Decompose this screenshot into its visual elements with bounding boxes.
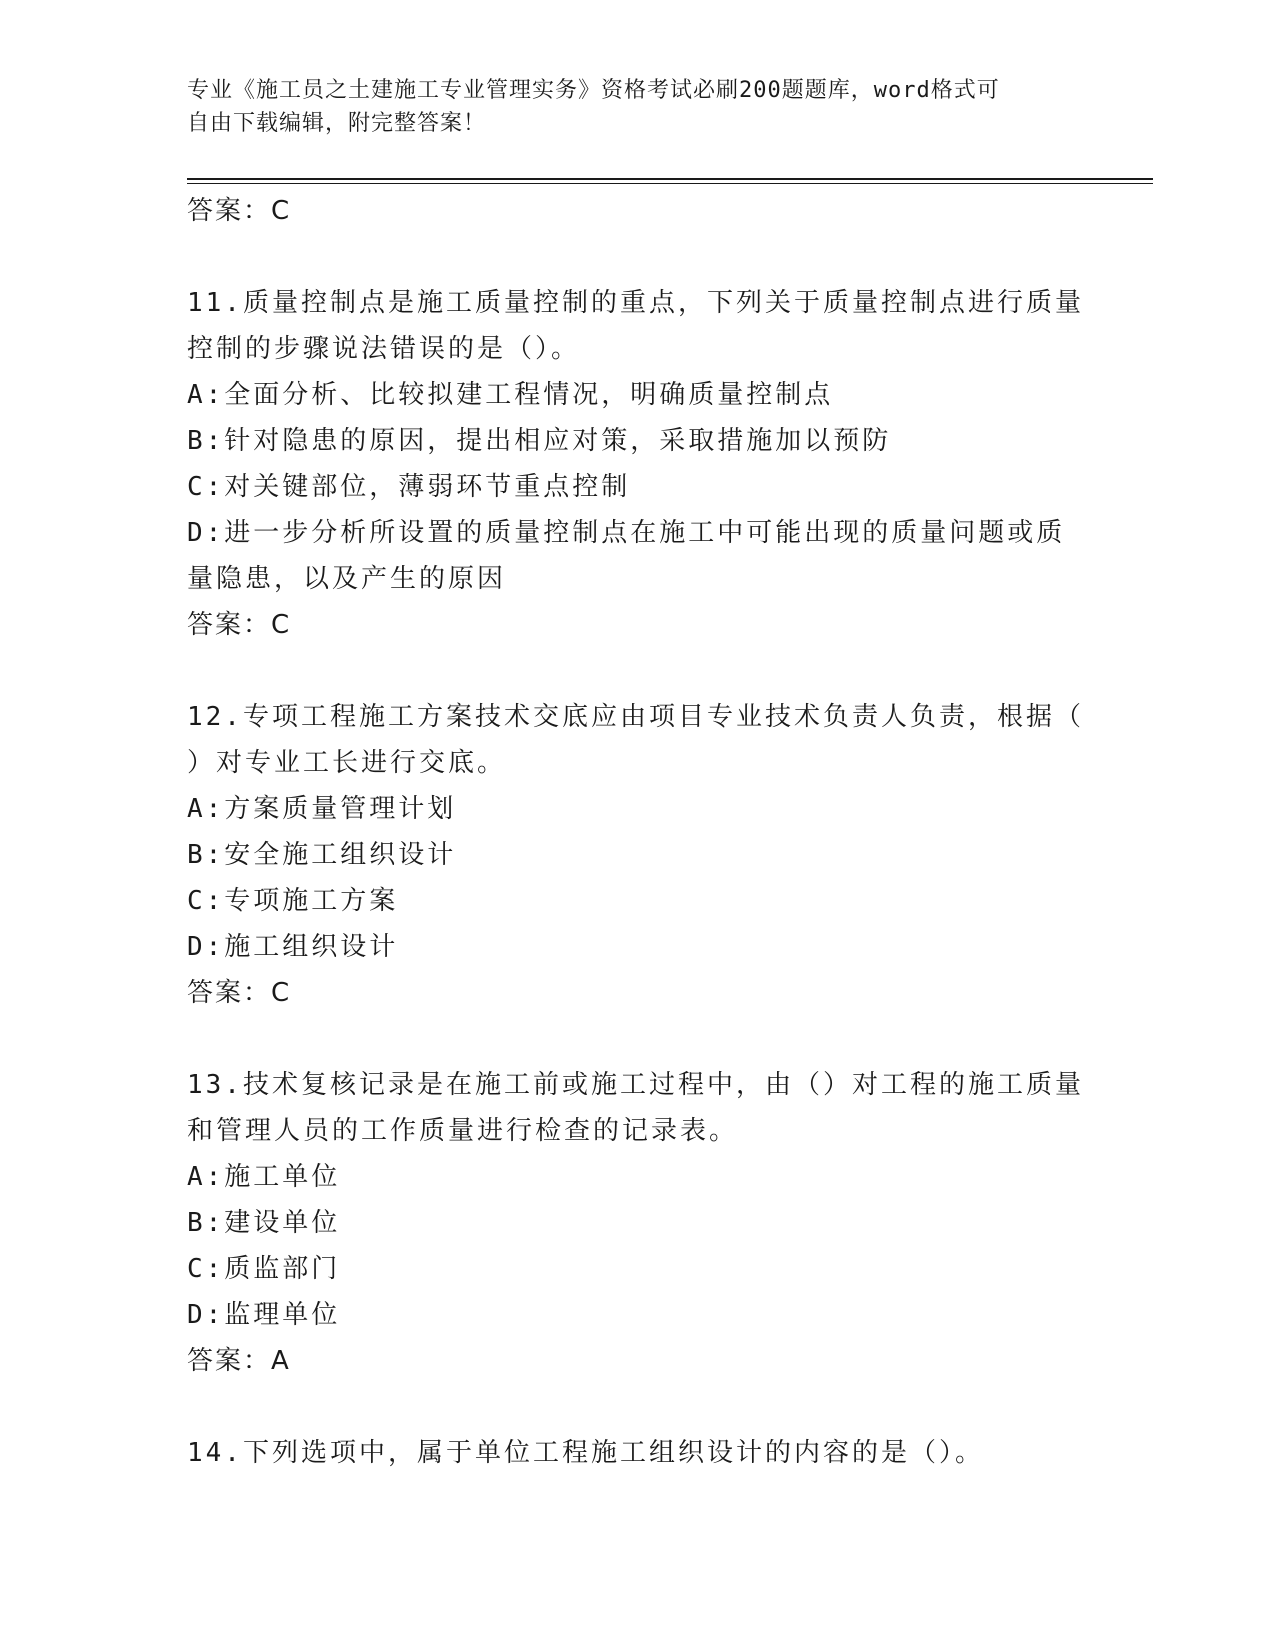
spacer: [187, 1384, 1087, 1430]
header-line-1: 专业《施工员之土建施工专业管理实务》资格考试必刷200题题库，word格式可: [187, 78, 1000, 103]
previous-answer: 答案：C: [187, 196, 292, 226]
option-d-continued: 量隐患，以及产生的原因: [187, 564, 507, 594]
spacer: [187, 234, 1087, 280]
answer: 答案：C: [187, 978, 292, 1008]
question-text-line: 控制的步骤说法错误的是（）。: [187, 334, 581, 364]
answer: 答案：A: [187, 1346, 291, 1376]
question-block-13: [187, 1062, 1087, 1384]
option-a: A:全面分析、比较拟建工程情况，明确质量控制点: [187, 380, 834, 410]
option-a: A:施工单位: [187, 1162, 341, 1192]
header-rule-thin: [187, 183, 1153, 184]
question-text-line: 和管理人员的工作质量进行检查的记录表。: [187, 1116, 739, 1146]
question-text-line: 12.专项工程施工方案技术交底应由项目专业技术负责人负责，根据（: [187, 702, 1084, 732]
option-c: C:质监部门: [187, 1254, 341, 1284]
option-d: D:监理单位: [187, 1300, 341, 1330]
header-rule-thick: [187, 178, 1153, 180]
option-c: C:对关键部位，薄弱环节重点控制: [187, 472, 631, 502]
option-d: D:进一步分析所设置的质量控制点在施工中可能出现的质量问题或质: [187, 518, 1066, 548]
spacer: [187, 1016, 1087, 1062]
option-d: D:施工组织设计: [187, 932, 399, 962]
document-body: [187, 188, 1087, 1476]
question-block-14: [187, 1430, 1087, 1476]
question-block-12: [187, 694, 1087, 1016]
question-text-line: 13.技术复核记录是在施工前或施工过程中，由（）对工程的施工质量: [187, 1070, 1084, 1100]
spacer: [187, 648, 1087, 694]
option-b: B:安全施工组织设计: [187, 840, 457, 870]
question-block-11: [187, 280, 1087, 648]
header-line-2: 自由下载编辑，附完整答案！: [187, 111, 487, 136]
option-b: B:建设单位: [187, 1208, 341, 1238]
answer: 答案：C: [187, 610, 292, 640]
page-header: [187, 74, 1067, 140]
option-b: B:针对隐患的原因，提出相应对策，采取措施加以预防: [187, 426, 892, 456]
option-a: A:方案质量管理计划: [187, 794, 457, 824]
question-text-line: ）对专业工长进行交底。: [187, 748, 507, 778]
question-text-line: 11.质量控制点是施工质量控制的重点，下列关于质量控制点进行质量: [187, 288, 1084, 318]
question-text-line: 14.下列选项中，属于单位工程施工组织设计的内容的是（）。: [187, 1438, 984, 1468]
option-c: C:专项施工方案: [187, 886, 399, 916]
